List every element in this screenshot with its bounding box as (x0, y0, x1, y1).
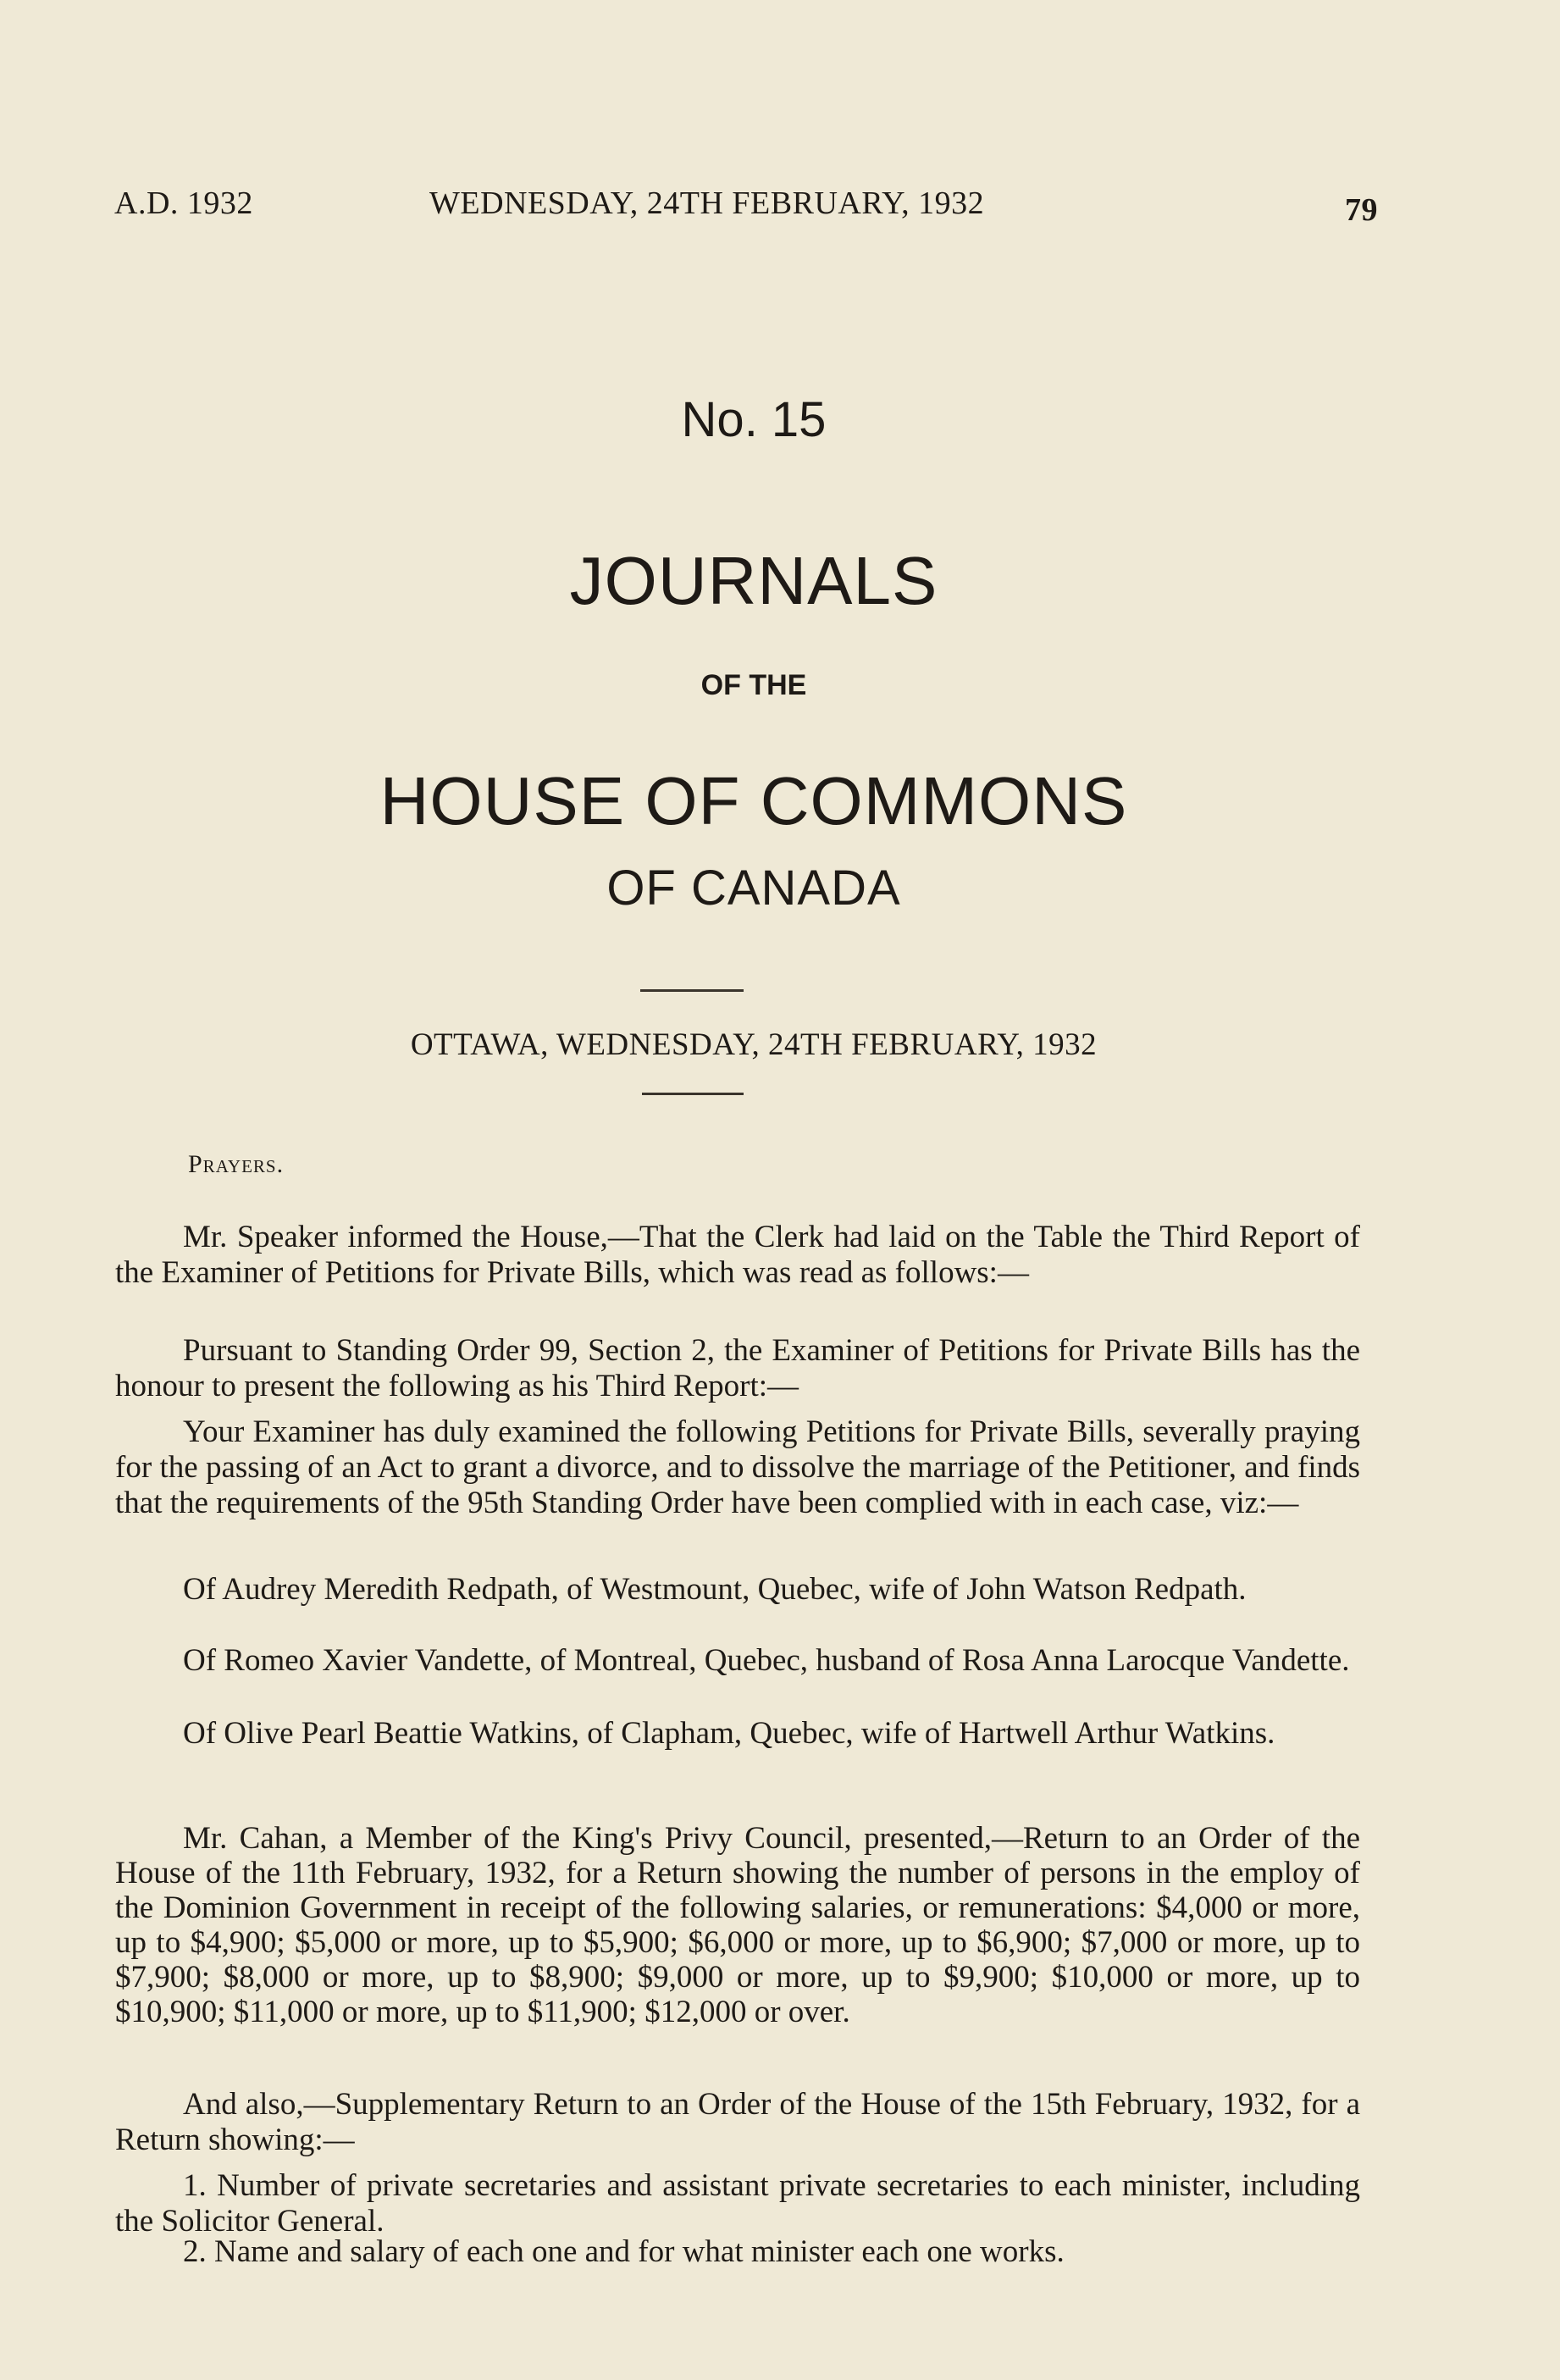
running-head (114, 185, 1378, 232)
paragraph-standing-order: Pursuant to Standing Order 99, Section 2, the Examiner of Petitions for Private Bills has the honour to present the following as his Third Report:— (115, 1333, 1360, 1403)
petition-vandette: Of Romeo Xavier Vandette, of Montreal, Quebec, husband of Rosa Anna Larocque Vandette. (183, 1643, 1350, 1678)
dateline: OTTAWA, WEDNESDAY, 24TH FEBRUARY, 1932 (410, 1027, 1098, 1062)
paragraph-examiner: Your Examiner has duly examined the following Petitions for Private Bills, severally praying for the passing of an Act to grant a divorce, and to dissolve the marriage of the Petitioner, and finds that the requirements of the 95th Standing Order have been complied with in each case, viz:— (115, 1414, 1360, 1520)
masthead-journals: JOURNALS (569, 543, 938, 618)
petition-redpath: Of Audrey Meredith Redpath, of Westmount, Quebec, wife of John Watson Redpath. (183, 1572, 1247, 1607)
petition-watkins: Of Olive Pearl Beattie Watkins, of Clapham, Quebec, wife of Hartwell Arthur Watkins. (183, 1716, 1275, 1751)
paragraph-speaker: Mr. Speaker informed the House,—That the Clerk had laid on the Table the Third Report of the Examiner of Petitions for Private Bills, which was read as follows:— (115, 1220, 1360, 1290)
prayers-heading: Prayers. (188, 1150, 285, 1178)
masthead-house: HOUSE OF COMMONS (379, 763, 1128, 839)
divider-bottom (642, 1093, 744, 1095)
list-item-2: 2. Name and salary of each one and for what minister each one works. (183, 2234, 1065, 2269)
paragraph-cahan-return: Mr. Cahan, a Member of the King's Privy Council, presented,—Return to an Order of the House of the 11th February, 1932, for a Return showing the number of persons in the employ of the Dominion Government in receipt of the following salaries, or remunerations: $4,000 or more, up to $4,900; $5,000 or more, up to $5,900; $6,000 or more, up to $6,900; $7,000 or more, up to $7,900; $8,000 or more, up to $8,900; $9,000 or more, up to $9,900; $10,000 or more, up to $10,900; $11,000 or more, up to $11,900; $12,000 or over. (115, 1821, 1360, 2029)
masthead-of-the: OF THE (700, 669, 807, 701)
masthead-canada: OF CANADA (606, 861, 901, 916)
issue-number: No. 15 (681, 392, 827, 447)
page-number: 79 (1345, 192, 1378, 228)
divider-top (640, 989, 744, 992)
list-item-1: 1. Number of private secretaries and assistant private secretaries to each minister, including the Solicitor General. (115, 2168, 1360, 2239)
running-head-date: WEDNESDAY, 24TH FEBRUARY, 1932 (429, 185, 985, 221)
paragraph-supplementary: And also,—Supplementary Return to an Order of the House of the 15th February, 1932, for a Return showing:— (115, 2087, 1360, 2157)
running-head-year: A.D. 1932 (114, 185, 253, 221)
